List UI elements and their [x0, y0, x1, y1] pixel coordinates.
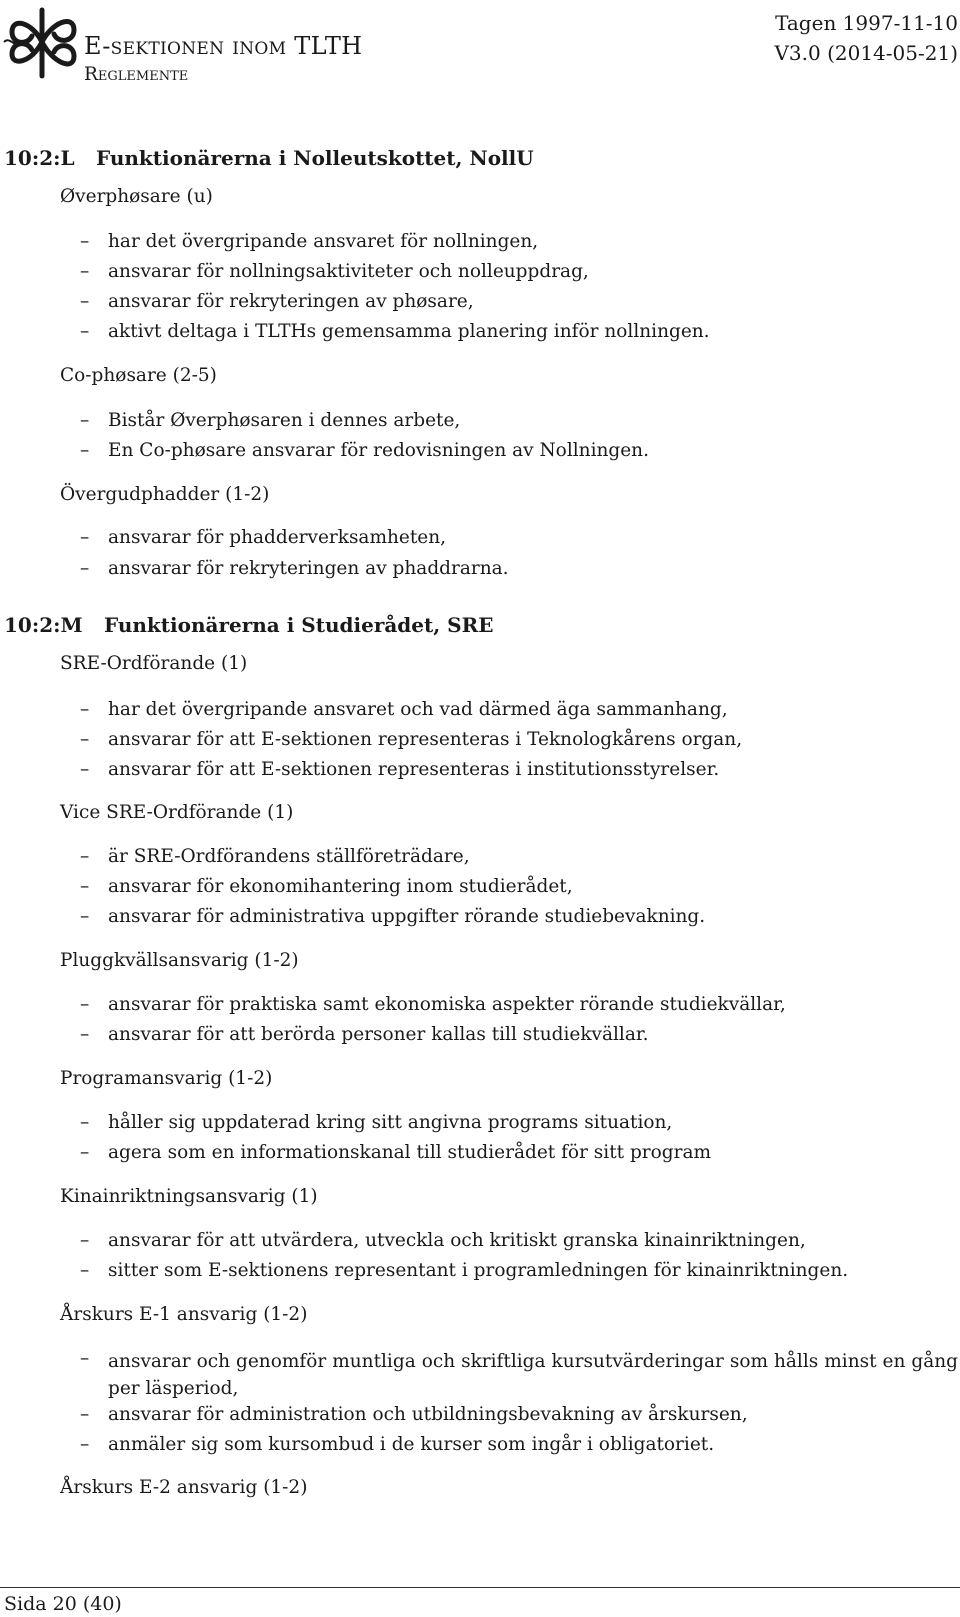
role-heading: Øverphøsare (u) [60, 186, 213, 207]
document-title: E-sektionen inom TLTH [84, 32, 363, 60]
section-title: Funktionärerna i Nolleutskottet, NollU [96, 146, 534, 170]
role-heading: Årskurs E-2 ansvarig (1-2) [60, 1477, 308, 1498]
section-heading-10-2-l [4, 146, 534, 170]
role-heading: Kinainriktningsansvarig (1) [60, 1186, 318, 1207]
version-label: V3.0 (2014-05-21) [774, 41, 958, 65]
role-heading: Co-phøsare (2-5) [60, 365, 217, 386]
role-heading: Årskurs E-1 ansvarig (1-2) [60, 1304, 308, 1325]
role-heading: Övergudphadder (1-2) [60, 484, 270, 505]
page-number: Sida 20 (40) [4, 1593, 122, 1615]
role-heading: Vice SRE-Ordförande (1) [60, 802, 294, 823]
role-heading: Pluggkvällsansvarig (1-2) [60, 950, 299, 971]
section-number: 10:2:M [4, 613, 83, 637]
section-heading-10-2-m [4, 613, 494, 637]
tlth-logo-icon [2, 2, 82, 84]
document-subtitle: Reglemente [84, 64, 189, 85]
footer-rule [0, 1587, 960, 1588]
adoption-date: Tagen 1997-11-10 [775, 11, 958, 35]
section-title: Funktionärerna i Studierådet, SRE [104, 613, 494, 637]
role-heading: Programansvarig (1-2) [60, 1068, 273, 1089]
section-number: 10:2:L [4, 146, 75, 170]
role-heading: SRE-Ordförande (1) [60, 653, 248, 674]
header-meta [774, 8, 958, 68]
